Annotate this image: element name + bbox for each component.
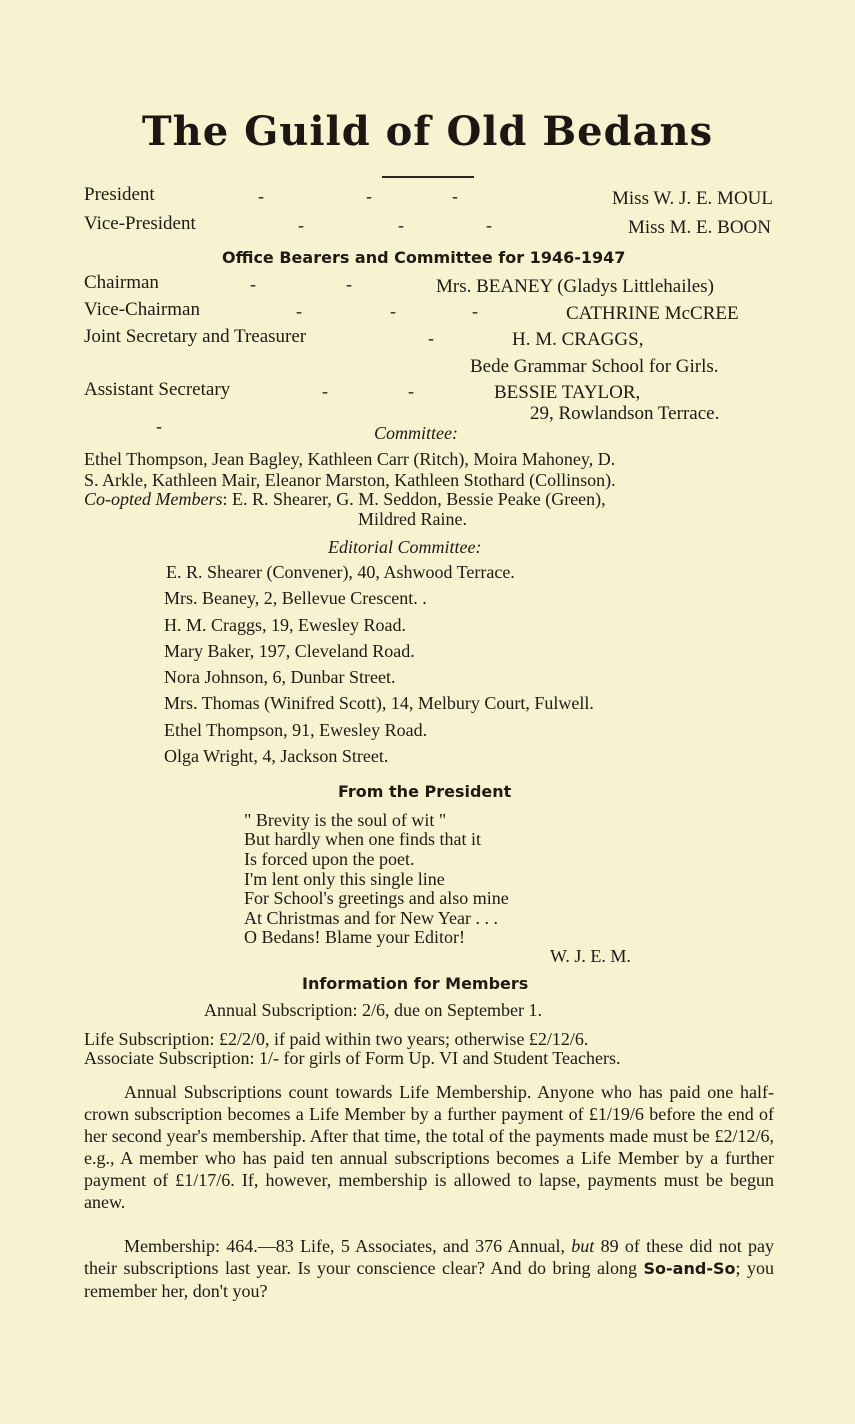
assistant-secretary-address: 29, Rowlandson Terrace. xyxy=(530,403,720,424)
dash: - xyxy=(258,186,264,206)
dash: - xyxy=(296,301,302,321)
life-membership-paragraph: Annual Subscriptions count towards Life Membership. Anyone who has paid one half-crown subscription becomes a Life Member by a further payment of £1/19/6 before the end of her second year's membership. After that time, the total of the payments made must be £2/12/6, e.g., A member who has paid ten annual subscriptions becomes a Life Member by a further payment of £1/17/6. If, however, membership is allowed to lapse, payments must be begun anew. xyxy=(84,1082,774,1212)
committee-line: Ethel Thompson, Jean Bagley, Kathleen Carr (Ritch), Moira Mahoney, D. xyxy=(84,449,616,469)
assistant-secretary-label: Assistant Secretary xyxy=(84,379,231,400)
dash: - xyxy=(298,215,304,235)
editorial-member: Ethel Thompson, 91, Ewesley Road. xyxy=(164,720,428,740)
editorial-member: Mrs. Beaney, 2, Bellevue Crescent. . xyxy=(164,588,427,608)
chairman-name: Mrs. BEANEY (Gladys Littlehailes) xyxy=(436,276,714,297)
associate-subscription: Associate Subscription: 1/- for girls of Form Up. VI and Student Teachers. xyxy=(84,1048,621,1068)
dash: - xyxy=(250,274,256,294)
poem-line: " Brevity is the soul of wit " xyxy=(244,810,447,830)
president-label: President xyxy=(84,184,155,205)
joint-secretary-label: Joint Secretary and Treasurer xyxy=(84,326,307,347)
membership-so-and-so: So-and-So xyxy=(643,1259,736,1278)
dash: - xyxy=(452,186,458,206)
poem-line: O Bedans! Blame your Editor! xyxy=(244,927,465,947)
dash: - xyxy=(322,381,328,401)
dash: - xyxy=(366,186,372,206)
dash: - xyxy=(472,301,478,321)
membership-paragraph xyxy=(84,1235,774,1302)
poem-line: Is forced upon the poet. xyxy=(244,849,415,869)
vice-president-name: Miss M. E. BOON xyxy=(627,217,771,238)
dash: - xyxy=(156,416,162,436)
editorial-member: E. R. Shearer (Convener), 40, Ashwood Terrace. xyxy=(166,562,515,582)
committee-line: S. Arkle, Kathleen Mair, Eleanor Marston, Kathleen Stothard (Collinson). xyxy=(84,470,616,490)
poem-line: I'm lent only this single line xyxy=(244,869,445,889)
membership-text: Membership: 464.—83 Life, 5 Associates, and 376 Annual, xyxy=(124,1236,565,1256)
committee-heading: Office Bearers and Committee for 1946-1947 xyxy=(222,248,626,267)
life-subscription: Life Subscription: £2/2/0, if paid within two years; otherwise £2/12/6. xyxy=(84,1029,589,1049)
editorial-member: Mary Baker, 197, Cleveland Road. xyxy=(164,641,415,661)
president-note-heading: From the President xyxy=(338,782,512,801)
committee-label: Committee: xyxy=(374,423,458,443)
editorial-label: Editorial Committee: xyxy=(328,537,482,557)
dash: - xyxy=(390,301,396,321)
poem-line: For School's greetings and also mine xyxy=(244,888,509,908)
poem-line: At Christmas and for New Year . . . xyxy=(244,908,498,928)
coopted-text: : E. R. Shearer, G. M. Seddon, Bessie Peake (Green), xyxy=(222,489,606,509)
coopted-members xyxy=(84,489,606,510)
membership-text: 89 of these did not pay their subscriptions last year. Is your conscience clear? And do bring along xyxy=(84,1236,774,1278)
vice-chairman-name: CATHRINE McCREE xyxy=(566,303,739,324)
joint-secretary-address: Bede Grammar School for Girls. xyxy=(470,356,719,377)
president-signature: W. J. E. M. xyxy=(550,946,631,966)
vice-president-label: Vice-President xyxy=(84,213,196,234)
dash: - xyxy=(408,381,414,401)
editorial-member: Olga Wright, 4, Jackson Street. xyxy=(164,746,389,766)
assistant-secretary-name: BESSIE TAYLOR, xyxy=(494,382,641,403)
poem-line: But hardly when one finds that it xyxy=(244,829,481,849)
vice-chairman-label: Vice-Chairman xyxy=(84,299,200,320)
editorial-member: Mrs. Thomas (Winifred Scott), 14, Melbury Court, Fulwell. xyxy=(164,693,594,713)
page-title: The Guild of Old Bedans xyxy=(141,108,714,155)
president-name: Miss W. J. E. MOUL xyxy=(612,188,773,209)
committee-line: Mildred Raine. xyxy=(358,509,467,529)
dash: - xyxy=(346,274,352,294)
editorial-member: H. M. Craggs, 19, Ewesley Road. xyxy=(164,615,406,635)
title-divider xyxy=(382,176,474,178)
annual-subscription: Annual Subscription: 2/6, due on September 1. xyxy=(204,1000,542,1020)
membership-text: ; you remember her, don't you? xyxy=(84,1258,774,1301)
chairman-label: Chairman xyxy=(84,272,159,293)
joint-secretary-name: H. M. CRAGGS, xyxy=(512,329,644,350)
dash: - xyxy=(428,328,434,348)
coopted-label: Co-opted Members xyxy=(84,489,223,509)
dash: - xyxy=(486,215,492,235)
membership-emphasis: but xyxy=(571,1236,595,1256)
information-heading: Information for Members xyxy=(302,974,529,993)
editorial-member: Nora Johnson, 6, Dunbar Street. xyxy=(164,667,396,687)
dash: - xyxy=(398,215,404,235)
